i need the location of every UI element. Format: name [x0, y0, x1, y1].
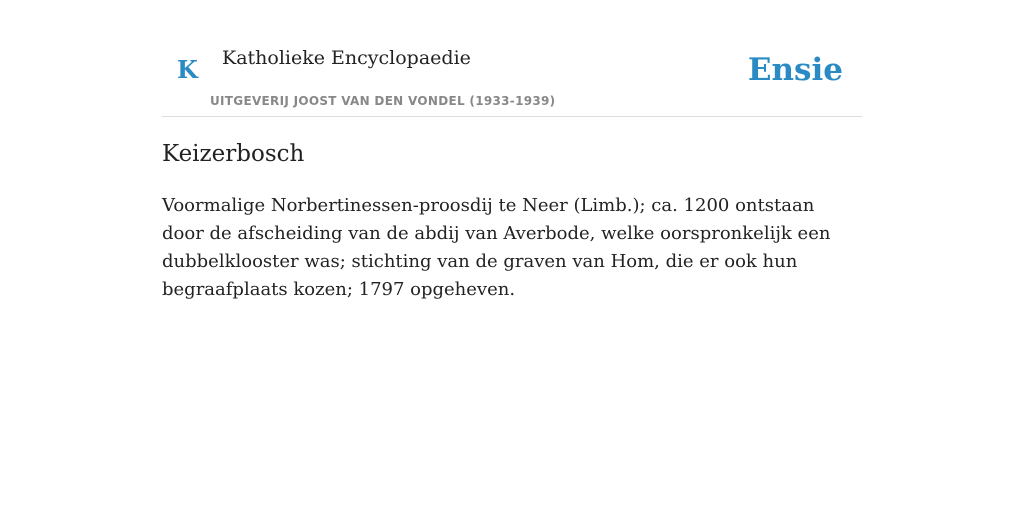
book-title-link[interactable]: Katholieke Encyclopaedie	[222, 47, 471, 69]
entry-body-text: Voormalige Norbertinessen-proosdij te Neer (Limb.); ca. 1200 ontstaan door de afscheiding van de abdij van Averbode, welke oorspronkelijk een dubbelklooster was; stichting van de graven van Hom, die er ook hun begraafplaats kozen; 1797 opgeheven.	[162, 195, 831, 300]
publisher-subtitle: UITGEVERIJ JOOST VAN DEN VONDEL (1933-1939)	[210, 94, 556, 108]
site-header	[162, 0, 862, 117]
ensie-logo-link[interactable]: Ensie	[747, 52, 843, 88]
entry-title: Keizerbosch	[162, 141, 305, 167]
book-logo-letter[interactable]: K	[177, 55, 198, 84]
